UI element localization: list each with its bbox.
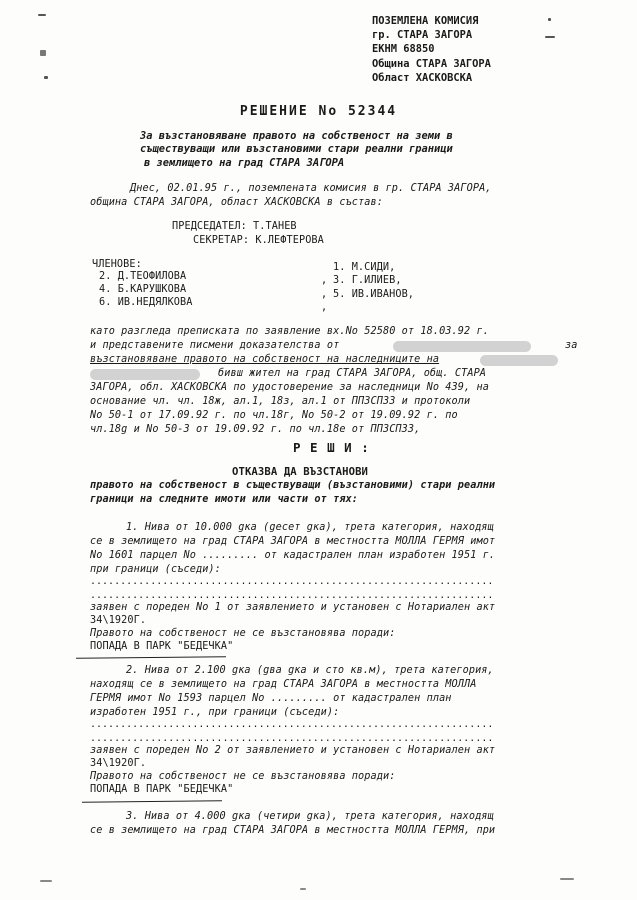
redacted-name (393, 341, 531, 352)
scan-speck (44, 76, 48, 79)
subtitle-line-1: За възстановяване правото на собственост на земи в (140, 130, 453, 142)
header-line-1: ПОЗЕМЛЕНА КОМИСИЯ (372, 15, 479, 27)
item2-line-1: 2. Нива от 2.100 gка (gва gка и сто кв.м), трета категория, (126, 665, 494, 676)
item1-line-5: заявен с пореден No 1 от заявлението и установен с Нотариален акт (90, 602, 496, 613)
item1-dots-2: ................................................................... (90, 590, 494, 601)
chairman: ПРЕДСЕДАТЕЛ: Т.ТАНЕВ (172, 221, 297, 232)
body-line-4: бивш жител на град СТАРА ЗАГОРА, общ. СТАРА (218, 368, 487, 379)
item2-line-2: находящ се в землището на град СТАРА ЗАГОРА в местността МОЛЛА (90, 679, 477, 690)
item1-underline (76, 656, 226, 659)
member-left-2: 4. Б.КАРУШКОВА (99, 284, 187, 295)
scan-speck (40, 880, 52, 882)
decision-title: РЕШЕНИЕ No 52344 (239, 104, 398, 119)
scan-speck (560, 878, 574, 880)
item1-line-3: No 1601 парцел No ......... от кадастрален план изработен 1951 г. (90, 550, 496, 561)
members-label: ЧЛЕНОВЕ: (92, 259, 142, 270)
header-line-3: ЕКНМ 68850 (372, 43, 435, 56)
scan-speck (545, 36, 555, 38)
item1-line-1: 1. Нива от 10.000 gка (gесет gка), трета категория, находящ (126, 522, 494, 533)
item1-dots-1: ................................................................... (90, 576, 494, 587)
redacted-heir (480, 355, 558, 366)
refusal-sub-1: правото на собственост в съществуващи (възстановими) стари реални (90, 480, 496, 491)
item2-line-3: ГЕРМЯ имот No 1593 парцел No ......... от кадастрален план (90, 693, 452, 704)
body-line-1: като разгледа преписката по заявление вх.No 52580 от 18.03.92 г. (90, 326, 489, 337)
header-line-4: Община СТАРА ЗАГОРА (372, 57, 491, 70)
item2-line-6: 34\1920Г. (90, 758, 147, 769)
intro-line-1: Днес, 02.01.95 г., поземлената комисия в гр. СТАРА ЗАГОРА, (130, 183, 492, 194)
body-line-6: основание чл. чл. 18ж, ал.1, 18з, ал.1 от ППЗСПЗЗ и протоколи (90, 396, 471, 407)
member-right-1: 1. М.СИДИ, (333, 262, 396, 273)
decision-heading: Р Е Ш И : (293, 440, 370, 455)
redacted-person (90, 369, 200, 380)
body-line-5: ЗАГОРА, обл. ХАСКОВСКА по удостоверение за наследници No 439, на (90, 382, 489, 393)
member-comma: , (321, 289, 328, 300)
item2-line-8: ПОПАДА В ПАРК "БЕДЕЧКА" (90, 784, 234, 795)
scan-speck (40, 50, 46, 56)
body-line-2-end: за (565, 340, 578, 351)
item1-line-6: 34\1920Г. (90, 615, 147, 626)
member-left-3: 6. ИВ.НЕДЯЛКОВА (99, 297, 193, 308)
item2-line-7: Правото на собственост не се възстановява поради: (90, 771, 396, 782)
member-comma: , (321, 275, 328, 286)
member-comma: , (321, 302, 328, 313)
item2-line-5: заявен с пореден No 2 от заявлението и установен с Нотариален акт (90, 745, 496, 756)
item2-dots-1: ................................................................... (90, 719, 494, 730)
intro-line-2: община СТАРА ЗАГОРА, област ХАСКОВСКА в състав: (90, 197, 383, 208)
subtitle-line-3: в землището на град СТАРА ЗАГОРА (144, 156, 345, 169)
subtitle-line-2: съществуващи или възстановими стари реални граници (140, 143, 453, 156)
decision-subtitle (140, 130, 453, 170)
secretary: СЕКРЕТАР: К.ЛЕФТЕРОВА (193, 235, 324, 246)
header-line-2: гр. СТАРА ЗАГОРА (372, 29, 473, 42)
item1-line-4: при граници (съседи): (90, 564, 221, 575)
refusal-heading: ОТКАЗВА ДА ВЪЗСТАНОВИ (232, 466, 369, 478)
item1-line-2: се в землището на град СТАРА ЗАГОРА в местността МОЛЛА ГЕРМЯ имот (90, 536, 496, 547)
scan-speck (300, 888, 306, 890)
member-right-2: 3. Г.ИЛИЕВ, (333, 275, 402, 286)
header-line-5: Област ХАСКОВСКА (372, 71, 473, 84)
body-line-3: възстановяване правото на собственост на наследниците на (90, 354, 440, 365)
refusal-sub-2: граници на следните имоти или части от тях: (90, 494, 359, 505)
issuer-header (372, 14, 491, 85)
body-line-2: и представените писмени доказателства от (90, 340, 340, 351)
scan-speck (548, 18, 551, 21)
item1-line-8: ПОПАДА В ПАРК "БЕДЕЧКА" (90, 641, 234, 652)
body-line-7: No 50-1 от 17.09.92 г. по чл.18г, No 50-2 от 19.09.92 г. по (90, 410, 458, 421)
member-right-3: 5. ИВ.ИВАНОВ, (333, 289, 415, 300)
body-line-8: чл.18g и No 50-3 от 19.09.92 г. по чл.18е от ППЗСПЗЗ, (90, 424, 421, 435)
item2-dots-2: ................................................................... (90, 733, 494, 744)
item2-underline (82, 800, 222, 802)
item3-line-1: 3. Нива от 4.000 gка (четири gка), трета категория, находящ (126, 811, 494, 822)
member-left-1: 2. Д.ТЕОФИЛОВА (99, 271, 187, 282)
item1-line-7: Правото на собственост не се възстановява поради: (90, 628, 396, 639)
item3-line-2: се в землището на град СТАРА ЗАГОРА в местността МОЛЛА ГЕРМЯ, при (90, 825, 496, 836)
item2-line-4: изработен 1951 г., при граници (съседи): (90, 707, 340, 718)
scan-speck (38, 14, 46, 16)
